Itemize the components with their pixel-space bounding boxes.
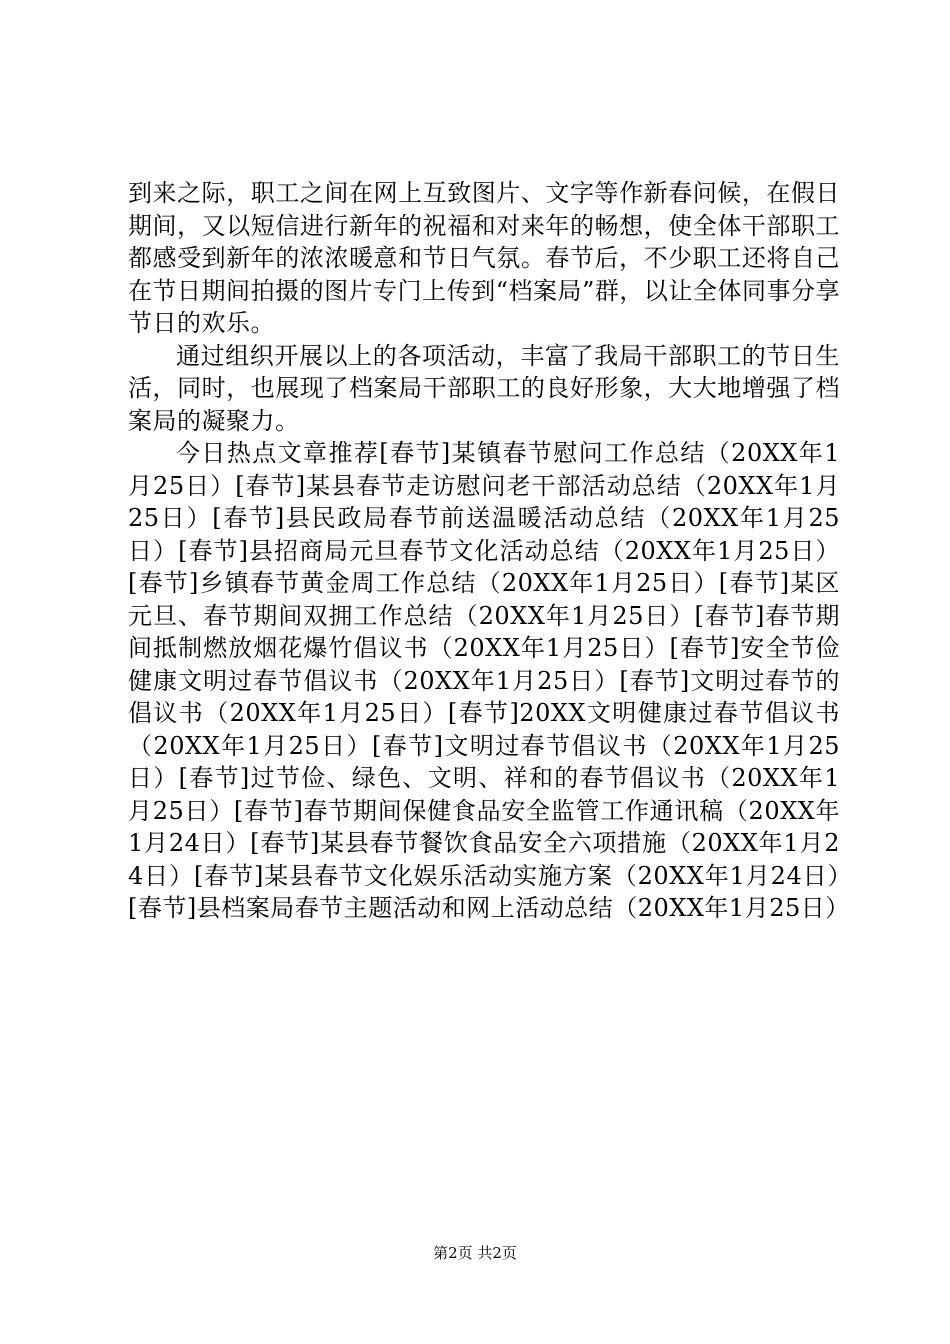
paragraph-recommended-articles: 今日热点文章推荐[春节]某镇春节慰问工作总结（20XX年1月25日）[春节]某县春节走访慰问老干部活动总结（20XX年1月25日）[春节]县民政局春节前送温暖活动总结（20XX年1月25日）[春节]县招商局元旦春节文化活动总结（20XX年1月25日）[春节]乡镇春节黄金周工作总结（20XX年1月25日）[春节]某区元旦、春节期间双拥工作总结（20XX年1月25日）[春节]春节期间抵制燃放烟花爆竹倡议书（20XX年1月25日）[春节]安全节俭健康文明过春节倡议书（20XX年1月25日）[春节]文明过春节的倡议书（20XX年1月25日）[春节]20XX文明健康过春节倡议书（20XX年1月25日）[春节]文明过春节倡议书（20XX年1月25日）[春节]过节俭、绿色、文明、祥和的春节倡议书（20XX年1月25日）[春节]春节期间保健食品安全监管工作通讯稿（20XX年1月24日）[春节]某县春节餐饮食品安全六项措施（20XX年1月24日）[春节]某县春节文化娱乐活动实施方案（20XX年1月24日）[春节]县档案局春节主题活动和网上活动总结（20XX年1月25日）: [128, 439, 850, 922]
document-body: [128, 177, 850, 925]
paragraph-new-year-greetings: 到来之际，职工之间在网上互致图片、文字等作新春问候，在假日期间，又以短信进行新年的祝福和对来年的畅想，使全体干部职工都感受到新年的浓浓暖意和节日气氛。春节后，不少职工还将自己在节日期间拍摄的图片专门上传到“档案局”群，以让全体同事分享节日的欢乐。: [128, 179, 840, 337]
paragraph-activities-summary: 通过组织开展以上的各项活动，丰富了我局干部职工的节日生活，同时，也展现了档案局干部职工的良好形象，大大地增强了档案局的凝聚力。: [128, 341, 840, 435]
page-number-footer: 第2页 共2页: [433, 1244, 517, 1262]
